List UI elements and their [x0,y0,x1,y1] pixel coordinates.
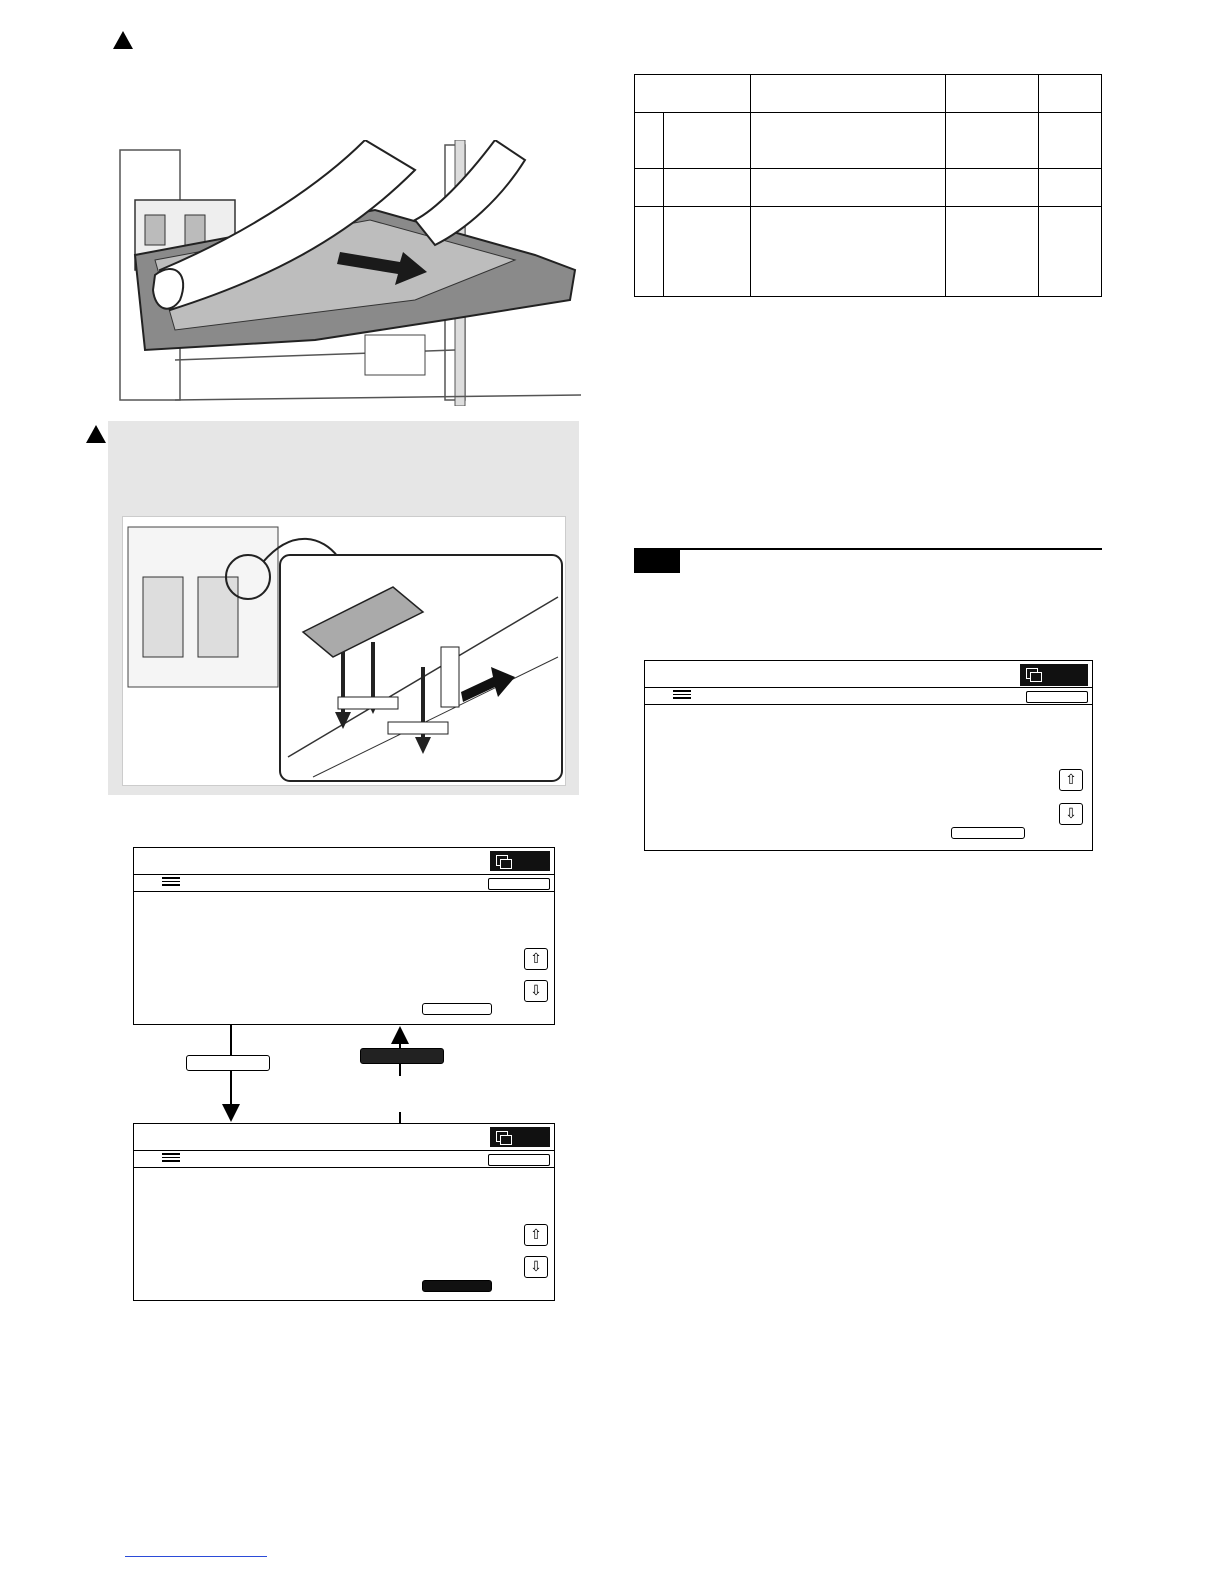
execute-button[interactable] [951,827,1025,839]
screen-subheader [134,875,554,892]
table-cell [946,113,1039,169]
execute-flow-button[interactable] [186,1055,270,1071]
arrow-up-icon[interactable]: ⇧ [524,948,548,970]
section-rule [634,548,1102,550]
executing-flow-button[interactable] [360,1048,444,1064]
arrow-down-icon[interactable]: ⇩ [1059,803,1083,825]
section-tag [634,549,680,573]
arrow-up-icon[interactable]: ⇧ [524,1224,548,1246]
table-header-cell [1039,75,1102,113]
screen-subheader [645,688,1092,705]
table-row [635,113,1102,169]
screen-subheader [134,1151,554,1168]
settings-screen-right [644,660,1093,851]
table-cell [946,207,1039,297]
ok-button[interactable] [488,1154,550,1166]
ok-button[interactable] [1026,691,1088,703]
belt-unit-drawing [115,140,581,406]
ok-button[interactable] [488,878,550,890]
warning-triangle-icon [113,31,133,49]
flow-arrowhead-up [391,1026,409,1044]
flow-arrowhead-down [222,1104,240,1122]
table-row [635,169,1102,207]
belt-unit-illustration [115,140,581,406]
table-header-cell [635,75,751,113]
job-status-button[interactable] [1020,664,1088,686]
board-install-illustration [122,516,566,786]
table-cell [946,169,1039,207]
settings-screen-top [133,847,555,1025]
table-header-cell [946,75,1039,113]
spec-table [634,74,1102,297]
job-status-button[interactable] [490,851,550,871]
warning-triangle-icon [86,425,106,443]
screen-header [645,661,1092,688]
footer-link[interactable] [125,1556,267,1557]
job-status-button[interactable] [490,1127,550,1147]
arrow-up-icon[interactable]: ⇧ [1059,769,1083,791]
arrow-down-icon[interactable]: ⇩ [524,980,548,1002]
table-cell [635,207,664,297]
table-cell [1039,207,1102,297]
execute-button[interactable] [422,1003,492,1015]
screen-header [134,1124,554,1151]
menu-tab-icon [162,1151,180,1171]
board-install-drawing [123,517,565,785]
table-cell [751,207,946,297]
screen-header [134,848,554,875]
arrow-down-icon[interactable]: ⇩ [524,1256,548,1278]
execute-button-active[interactable] [422,1280,492,1292]
table-cell [664,207,751,297]
table-cell [751,113,946,169]
menu-tab-icon [673,688,691,708]
table-cell [664,113,751,169]
table-cell [1039,113,1102,169]
settings-screen-bottom [133,1123,555,1301]
table-header-cell [751,75,946,113]
menu-tab-icon [162,875,180,895]
table-cell [635,113,664,169]
table-cell [664,169,751,207]
table-row [635,207,1102,297]
table-header-row [635,75,1102,113]
table-cell [1039,169,1102,207]
table-cell [635,169,664,207]
table-cell [751,169,946,207]
